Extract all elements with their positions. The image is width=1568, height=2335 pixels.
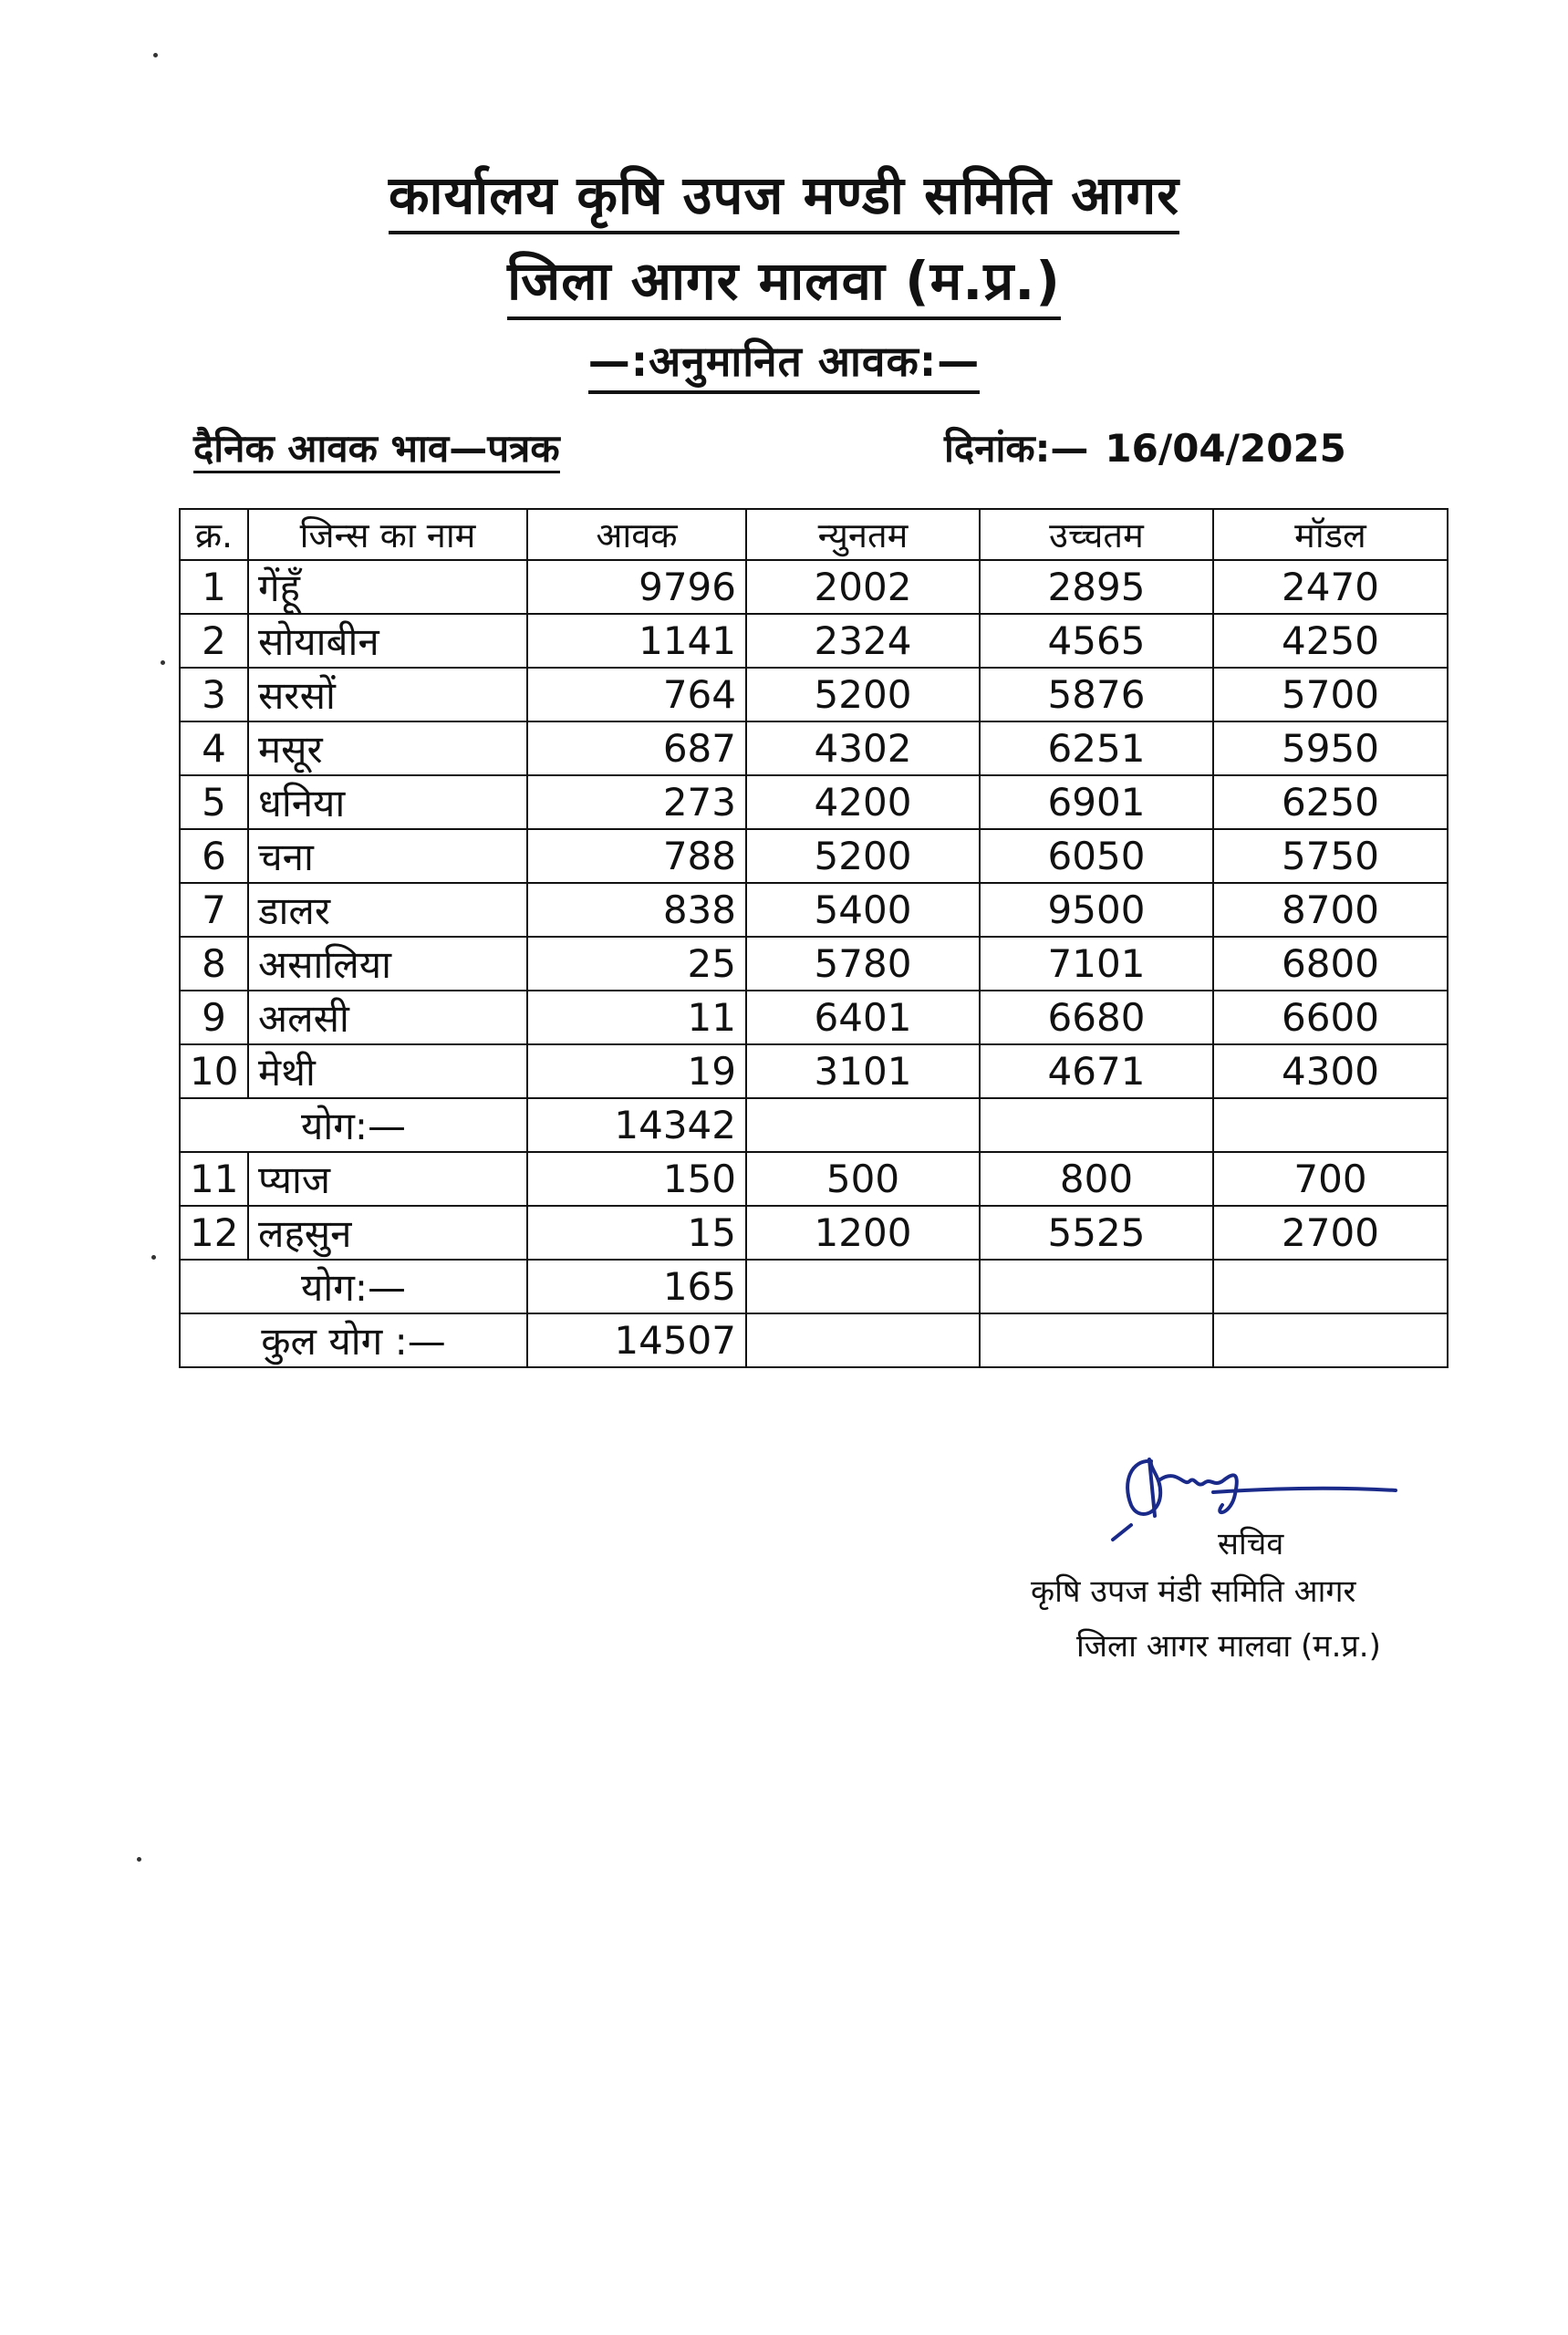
serial-cell: 10 [180, 1044, 248, 1098]
min-price-cell: 5200 [746, 668, 980, 721]
modal-price-cell: 6250 [1213, 775, 1448, 829]
table-row [180, 721, 1448, 775]
modal-price-cell: 5700 [1213, 668, 1448, 721]
max-price-cell: 5876 [980, 668, 1213, 721]
grand-total-value: 14507 [527, 1313, 746, 1367]
table-row [180, 1206, 1448, 1260]
scan-speck [153, 53, 158, 57]
min-price-cell: 4200 [746, 775, 980, 829]
empty-cell [980, 1260, 1213, 1313]
empty-cell [1213, 1098, 1448, 1152]
serial-cell: 2 [180, 614, 248, 668]
rates-table [179, 508, 1449, 1368]
max-price-cell: 6251 [980, 721, 1213, 775]
subtotal-label: योग:— [180, 1098, 527, 1152]
arrival-cell: 25 [527, 937, 746, 991]
serial-cell: 7 [180, 883, 248, 937]
table-header-row [180, 509, 1448, 560]
serial-cell: 4 [180, 721, 248, 775]
table-row [180, 614, 1448, 668]
sheet-title: दैनिक आवक भाव—पत्रक [193, 421, 560, 473]
arrival-cell: 150 [527, 1152, 746, 1206]
subtotal-value: 14342 [527, 1098, 746, 1152]
arrival-cell: 788 [527, 829, 746, 883]
scan-speck [161, 660, 165, 665]
serial-cell: 1 [180, 560, 248, 614]
arrival-cell: 15 [527, 1206, 746, 1260]
arrival-cell: 11 [527, 991, 746, 1044]
commodity-cell: मेथी [248, 1044, 527, 1098]
empty-cell [980, 1098, 1213, 1152]
arrival-cell: 838 [527, 883, 746, 937]
district-heading: जिला आगर मालवा (म.प्र.) [0, 248, 1568, 320]
min-price-cell: 2324 [746, 614, 980, 668]
max-price-cell: 6050 [980, 829, 1213, 883]
table-row [180, 560, 1448, 614]
subtotal-row [180, 1260, 1448, 1313]
serial-cell: 5 [180, 775, 248, 829]
scan-speck [151, 1255, 156, 1260]
table-row [180, 668, 1448, 721]
header-arrival: आवक [527, 509, 746, 560]
table-row [180, 775, 1448, 829]
handwritten-signature [1095, 1441, 1478, 1541]
signatory-office: कृषि उपज मंडी समिति आगर [1031, 1573, 1356, 1610]
arrival-cell: 687 [527, 721, 746, 775]
min-price-cell: 500 [746, 1152, 980, 1206]
max-price-cell: 800 [980, 1152, 1213, 1206]
arrival-cell: 273 [527, 775, 746, 829]
serial-cell: 12 [180, 1206, 248, 1260]
empty-cell [1213, 1313, 1448, 1367]
scan-speck [137, 1857, 141, 1862]
min-price-cell: 2002 [746, 560, 980, 614]
max-price-cell: 9500 [980, 883, 1213, 937]
serial-cell: 8 [180, 937, 248, 991]
commodity-cell: धनिया [248, 775, 527, 829]
min-price-cell: 5200 [746, 829, 980, 883]
header-max-price: उच्चतम [980, 509, 1213, 560]
commodity-cell: असालिया [248, 937, 527, 991]
min-price-cell: 1200 [746, 1206, 980, 1260]
signatory-role: सचिव [1218, 1526, 1284, 1562]
max-price-cell: 7101 [980, 937, 1213, 991]
commodity-cell: मसूर [248, 721, 527, 775]
arrival-cell: 1141 [527, 614, 746, 668]
modal-price-cell: 6600 [1213, 991, 1448, 1044]
table-row [180, 1152, 1448, 1206]
header-modal-price: मॉडल [1213, 509, 1448, 560]
modal-price-cell: 700 [1213, 1152, 1448, 1206]
min-price-cell: 5400 [746, 883, 980, 937]
max-price-cell: 4565 [980, 614, 1213, 668]
max-price-cell: 5525 [980, 1206, 1213, 1260]
commodity-cell: प्याज [248, 1152, 527, 1206]
modal-price-cell: 2700 [1213, 1206, 1448, 1260]
modal-price-cell: 6800 [1213, 937, 1448, 991]
commodity-cell: लहसुन [248, 1206, 527, 1260]
empty-cell [1213, 1260, 1448, 1313]
header-serial: क्र. [180, 509, 248, 560]
commodity-cell: सोयाबीन [248, 614, 527, 668]
subtitle-heading: —:अनुमानित आवक:— [0, 336, 1568, 394]
table-row [180, 937, 1448, 991]
max-price-cell: 4671 [980, 1044, 1213, 1098]
min-price-cell: 3101 [746, 1044, 980, 1098]
commodity-cell: चना [248, 829, 527, 883]
modal-price-cell: 5950 [1213, 721, 1448, 775]
commodity-cell: सरसों [248, 668, 527, 721]
modal-price-cell: 8700 [1213, 883, 1448, 937]
empty-cell [746, 1098, 980, 1152]
table-row [180, 829, 1448, 883]
commodity-cell: डालर [248, 883, 527, 937]
serial-cell: 3 [180, 668, 248, 721]
min-price-cell: 5780 [746, 937, 980, 991]
subtotal-row [180, 1098, 1448, 1152]
table-row [180, 991, 1448, 1044]
empty-cell [746, 1313, 980, 1367]
signatory-district: जिला आगर मालवा (म.प्र.) [1076, 1628, 1381, 1665]
date-value: 16/04/2025 [1105, 426, 1346, 471]
subtotal-value: 165 [527, 1260, 746, 1313]
table-row [180, 1044, 1448, 1098]
date-label: दिनांक:— [944, 426, 1089, 471]
arrival-cell: 19 [527, 1044, 746, 1098]
modal-price-cell: 4250 [1213, 614, 1448, 668]
max-price-cell: 2895 [980, 560, 1213, 614]
max-price-cell: 6680 [980, 991, 1213, 1044]
date-block [944, 421, 1346, 473]
arrival-cell: 764 [527, 668, 746, 721]
table-row [180, 883, 1448, 937]
commodity-cell: गेंहूँ [248, 560, 527, 614]
empty-cell [980, 1313, 1213, 1367]
modal-price-cell: 2470 [1213, 560, 1448, 614]
header-commodity: जिन्स का नाम [248, 509, 527, 560]
empty-cell [746, 1260, 980, 1313]
modal-price-cell: 4300 [1213, 1044, 1448, 1098]
serial-cell: 6 [180, 829, 248, 883]
min-price-cell: 4302 [746, 721, 980, 775]
commodity-cell: अलसी [248, 991, 527, 1044]
subtotal-label: योग:— [180, 1260, 527, 1313]
header-min-price: न्युनतम [746, 509, 980, 560]
max-price-cell: 6901 [980, 775, 1213, 829]
min-price-cell: 6401 [746, 991, 980, 1044]
grand-total-label: कुल योग :— [180, 1313, 527, 1367]
grand-total-row [180, 1313, 1448, 1367]
serial-cell: 9 [180, 991, 248, 1044]
modal-price-cell: 5750 [1213, 829, 1448, 883]
serial-cell: 11 [180, 1152, 248, 1206]
office-heading: कार्यालय कृषि उपज मण्डी समिति आगर [0, 162, 1568, 234]
arrival-cell: 9796 [527, 560, 746, 614]
